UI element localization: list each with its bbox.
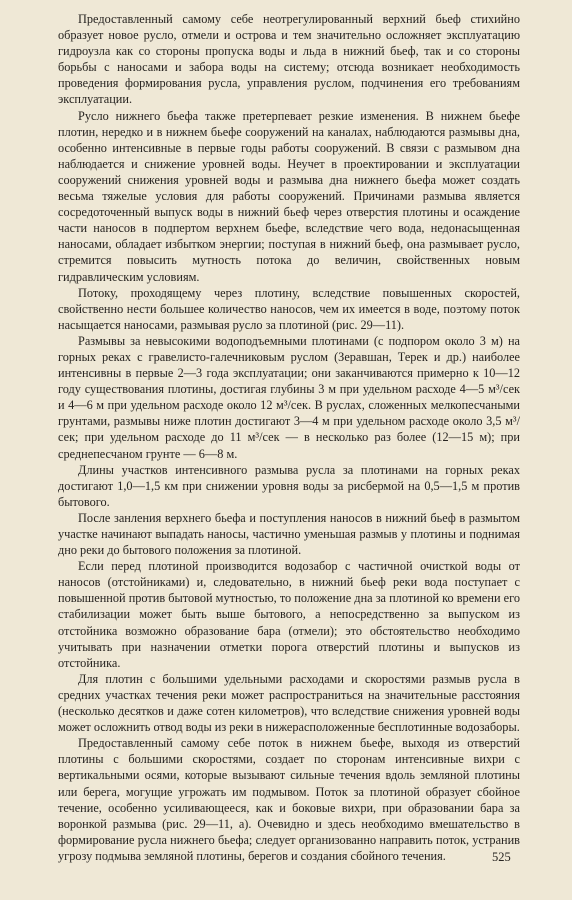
paragraph-8: Для плотин с большими удельными расходами и скоростями размыв русла в средних участках течения реки может распространиться на значительные расстояния (несколько десятков и даже сотен километров), что вследствие снижения уровней воды может осложнить отвод воды из реки в нижерасположенные бесплотинные водозаборы. <box>58 671 520 735</box>
paragraph-5: Длины участков интенсивного размыва русла за плотинами на горных реках достигают 1,0—1,5 км при снижении уровня воды за рисбермой на 0,5—1,5 м против бытового. <box>58 462 520 509</box>
paragraph-7: Если перед плотиной производится водозабор с частичной очисткой воды от наносов (отстойниками) и, следовательно, в нижний бьеф реки вода поступает с повышенной против бытовой мутностью, то положение дна за плотиной ко времени его стабилизации может быть выше бытового, а непосредственно за выпуском из отстойника возможно образование бара (отмели); это обстоятельство необходимо учитывать при назначении отметки порога отверстий плотины и выпусков из отстойника. <box>58 559 520 670</box>
paragraph-6: После занления верхнего бьефа и поступления наносов в нижний бьеф в размытом участке начинают выпадать наносы, частично уменьшая размыв у плотины и поднимая дно реки до бытового положения за плотиной. <box>58 510 520 558</box>
body-text <box>58 11 520 864</box>
page-number: 525 <box>492 850 511 864</box>
paragraph-1: Предоставленный самому себе неотрегулированный верхний бьеф стихийно образует новое русло, отмели и острова и тем значительно осложняет эксплуатацию гидроузла как со стороны пропуска воды и льда в нижний бьеф, так и со стороны борьбы с наносами и забора воды на систему; отсюда возникает необходимость проведения формирования русла, управления руслом, подчинения его требованиям эксплуатации. <box>58 12 520 107</box>
paragraph-2: Русло нижнего бьефа также претерпевает резкие изменения. В нижнем бьефе плотин, нередко и в нижнем бьефе сооружений на каналах, наблюдаются размывы дна, особенно интенсивные в первые годы работы сооружений. В связи с размывом дна наблюдается и снижение уровней воды. Неучет в проектировании и эксплуатации сооружений снижения уровней воды и размыва дна нижнего бьефа может создать весьма тяжелые условия для работы сооружений. Причинами размыва является сосредоточенный выпуск воды в нижний бьеф через отверстия плотины и осаждение части наносов в подпертом верхнем бьефе, вследствие чего вода, недонасыщенная наносами, обладает избытком энергии; поступая в нижний бьеф, она размывает русло, стремится повысить мутность потока до величин, свойственных новым гидравлическим условиям. <box>58 108 520 284</box>
paragraph-4: Размывы за невысокими водоподъемными плотинами (с подпором около 3 м) на горных реках с гравелисто-галечниковым руслом (Зеравшан, Терек и др.) наиболее интенсивны в первые 2—3 года эксплуатации; они заканчиваются примерно к 10—12 году существования плотины, достигая глубины 3 м при удельном расходе 4—5 м³/сек и 4—6 м при удельном расходе около 12 м³/сек. В руслах, сложенных мелкопесчаными грунтами, размывы ниже плотин достигают 3—4 м при удельном расходе около 3,5 м³/сек; при удельном расходе до 11 м³/сек — в несколько раз более (12—15 м); при среднепесчаном грунте — 6—8 м. <box>58 333 520 461</box>
paragraph-3: Потоку, проходящему через плотину, вследствие повышенных скоростей, свойственно нести большее количество наносов, чем их имеется в воде, поэтому поток насыщается наносами, размывая русло за плотиной (рис. 29—11). <box>58 285 520 332</box>
paragraph-9: Предоставленный самому себе поток в нижнем бьефе, выходя из отверстий плотины с большими скоростями, создает по сторонам интенсивные вихри с вертикальными осями, которые вызывают сильные течения вдоль земляной плотины или берега, могущие угрожать им подмывом. Поток за плотиной образует сбойное течение, особенно усиливающееся, как и боковые вихри, при образовании бара за воронкой размыва (рис. 29—11, а). Очевидно и здесь необходимо вмешательство в формирование русла нижнего бьефа; следует организованно направить поток, устранив угрозу подмыва земляной плотины, берегов и создания сбойного течения. <box>58 736 520 863</box>
